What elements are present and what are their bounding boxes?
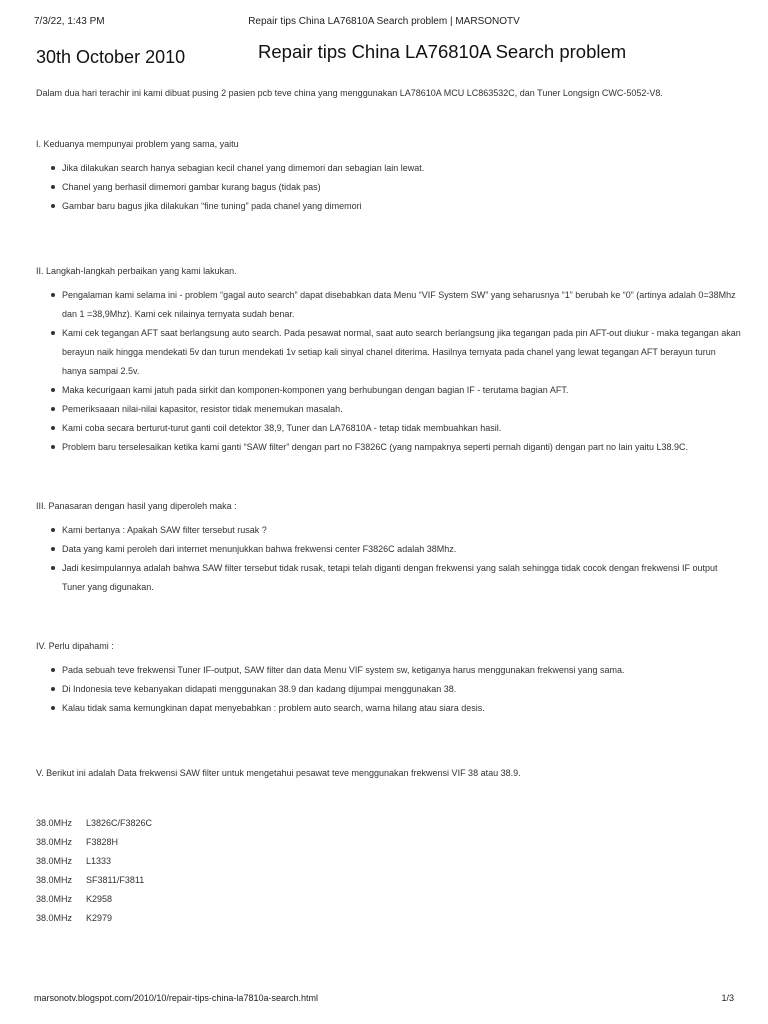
print-footer	[34, 993, 734, 1007]
list-item: Kami coba secara berturut-turut ganti coil detektor 38,9, Tuner dan LA76810A - tetap tidak membuahkan hasil.	[62, 419, 741, 438]
section-heading: III. Panasaran dengan hasil yang diperoleh maka :	[36, 501, 237, 511]
section-heading: IV. Perlu dipahami :	[36, 641, 114, 651]
frequency-cell: 38.0MHz	[36, 837, 73, 847]
part-number-cell: K2979	[86, 913, 113, 923]
section-heading: II. Langkah-langkah perbaikan yang kami lakukan.	[36, 266, 237, 276]
section-list	[36, 661, 741, 718]
section-list	[36, 521, 741, 597]
post-date: 30th October 2010	[36, 47, 186, 67]
list-item: Kami cek tegangan AFT saat berlangsung auto search. Pada pesawat normal, saat auto search berlangsung jika tegangan pada pin AFT-out diukur - maka tegangan akan berayun naik hingga mendekati 5v dan turun mendekati 1v setiap kali sinyal chanel diterima. Hasilnya ternyata pada chanel yang lewat tegangan AFT berayun turun hanya sampai 2.5v.	[62, 324, 741, 381]
print-header	[34, 16, 734, 30]
list-item: Kalau tidak sama kemungkinan dapat menyebabkan : problem auto search, warna hilang atau siara desis.	[62, 699, 741, 718]
list-item: Di Indonesia teve kebanyakan didapati menggunakan 38.9 dan kadang dijumpai menggunakan 38.	[62, 680, 741, 699]
section-list	[36, 286, 741, 457]
frequency-cell: 38.0MHz	[36, 913, 73, 923]
list-item: Kami bertanya : Apakah SAW filter tersebut rusak ?	[62, 521, 741, 540]
part-number-cell: F3828H	[86, 837, 119, 847]
list-item: Pengalaman kami selama ini - problem “gagal auto search” dapat disebabkan data Menu “VIF System SW” yang seharusnya “1” berubah ke “0” (artinya adalah 0=38Mhz dan 1 =38,9Mhz). Kami cek nilainya ternyata sudah benar.	[62, 286, 741, 324]
saw-frequency-table	[36, 814, 152, 928]
saw-section-heading: V. Berikut ini adalah Data frekwensi SAW filter untuk mengetahui pesawat teve menggunakan frekwensi VIF 38 atau 38.9.	[36, 768, 521, 778]
part-number-cell: SF3811/F3811	[86, 875, 145, 885]
list-item: Problem baru terselesaikan ketika kami ganti “SAW filter” dengan part no F3826C (yang nampaknya seperti pernah diganti) dengan part no lain yaitu L38.9C.	[62, 438, 741, 457]
print-date: 7/3/22, 1:43 PM	[34, 16, 105, 27]
table-row	[36, 852, 152, 871]
part-number-cell: L3826C/F3826C	[86, 818, 153, 828]
section-heading: I. Keduanya mempunyai problem yang sama, yaitu	[36, 139, 239, 149]
post-body	[36, 84, 741, 928]
intro-paragraph: Dalam dua hari terachir ini kami dibuat pusing 2 pasien pcb teve china yang menggunakan LA78610A MCU LC863532C, dan Tuner Longsign CWC-5052-V8.	[36, 88, 663, 98]
list-item: Chanel yang berhasil dimemori gambar kurang bagus (tidak pas)	[62, 178, 741, 197]
list-item: Data yang kami peroleh dari internet menunjukkan bahwa frekwensi center F3826C adalah 38Mhz.	[62, 540, 741, 559]
table-row	[36, 909, 152, 928]
list-item: Jika dilakukan search hanya sebagian kecil chanel yang dimemori dan sebagian lain lewat.	[62, 159, 741, 178]
frequency-cell: 38.0MHz	[36, 818, 73, 828]
list-item: Maka kecurigaan kami jatuh pada sirkit dan komponen-komponen yang berhubungan dengan bagian IF - terutama bagian AFT.	[62, 381, 741, 400]
part-number-cell: K2958	[86, 894, 113, 904]
print-page-title: Repair tips China LA76810A Search problem | MARSONOTV	[248, 16, 520, 27]
list-item: Jadi kesimpulannya adalah bahwa SAW filter tersebut tidak rusak, tetapi telah diganti dengan frekwensi yang salah sehingga tidak cocok dengan frekwensi IF output Tuner yang digunakan.	[62, 559, 741, 597]
table-row	[36, 871, 152, 890]
list-item: Pada sebuah teve frekwensi Tuner IF-output, SAW filter dan data Menu VIF system sw, ketiganya harus menggunakan frekwensi yang sama.	[62, 661, 741, 680]
table-row	[36, 890, 152, 909]
table-row	[36, 833, 152, 852]
section-list	[36, 159, 741, 216]
part-number-cell: L1333	[86, 856, 112, 866]
table-row	[36, 814, 152, 833]
frequency-cell: 38.0MHz	[36, 894, 73, 904]
page-url: marsonotv.blogspot.com/2010/10/repair-tips-china-la7810a-search.html	[34, 993, 318, 1003]
page-number: 1/3	[721, 993, 734, 1003]
list-item: Gambar baru bagus jika dilakukan “fine tuning” pada chanel yang dimemori	[62, 197, 741, 216]
post-title: Repair tips China LA76810A Search problem	[258, 41, 627, 62]
list-item: Pemeriksaaan nilai-nilai kapasitor, resistor tidak menemukan masalah.	[62, 400, 741, 419]
frequency-cell: 38.0MHz	[36, 875, 73, 885]
frequency-cell: 38.0MHz	[36, 856, 73, 866]
